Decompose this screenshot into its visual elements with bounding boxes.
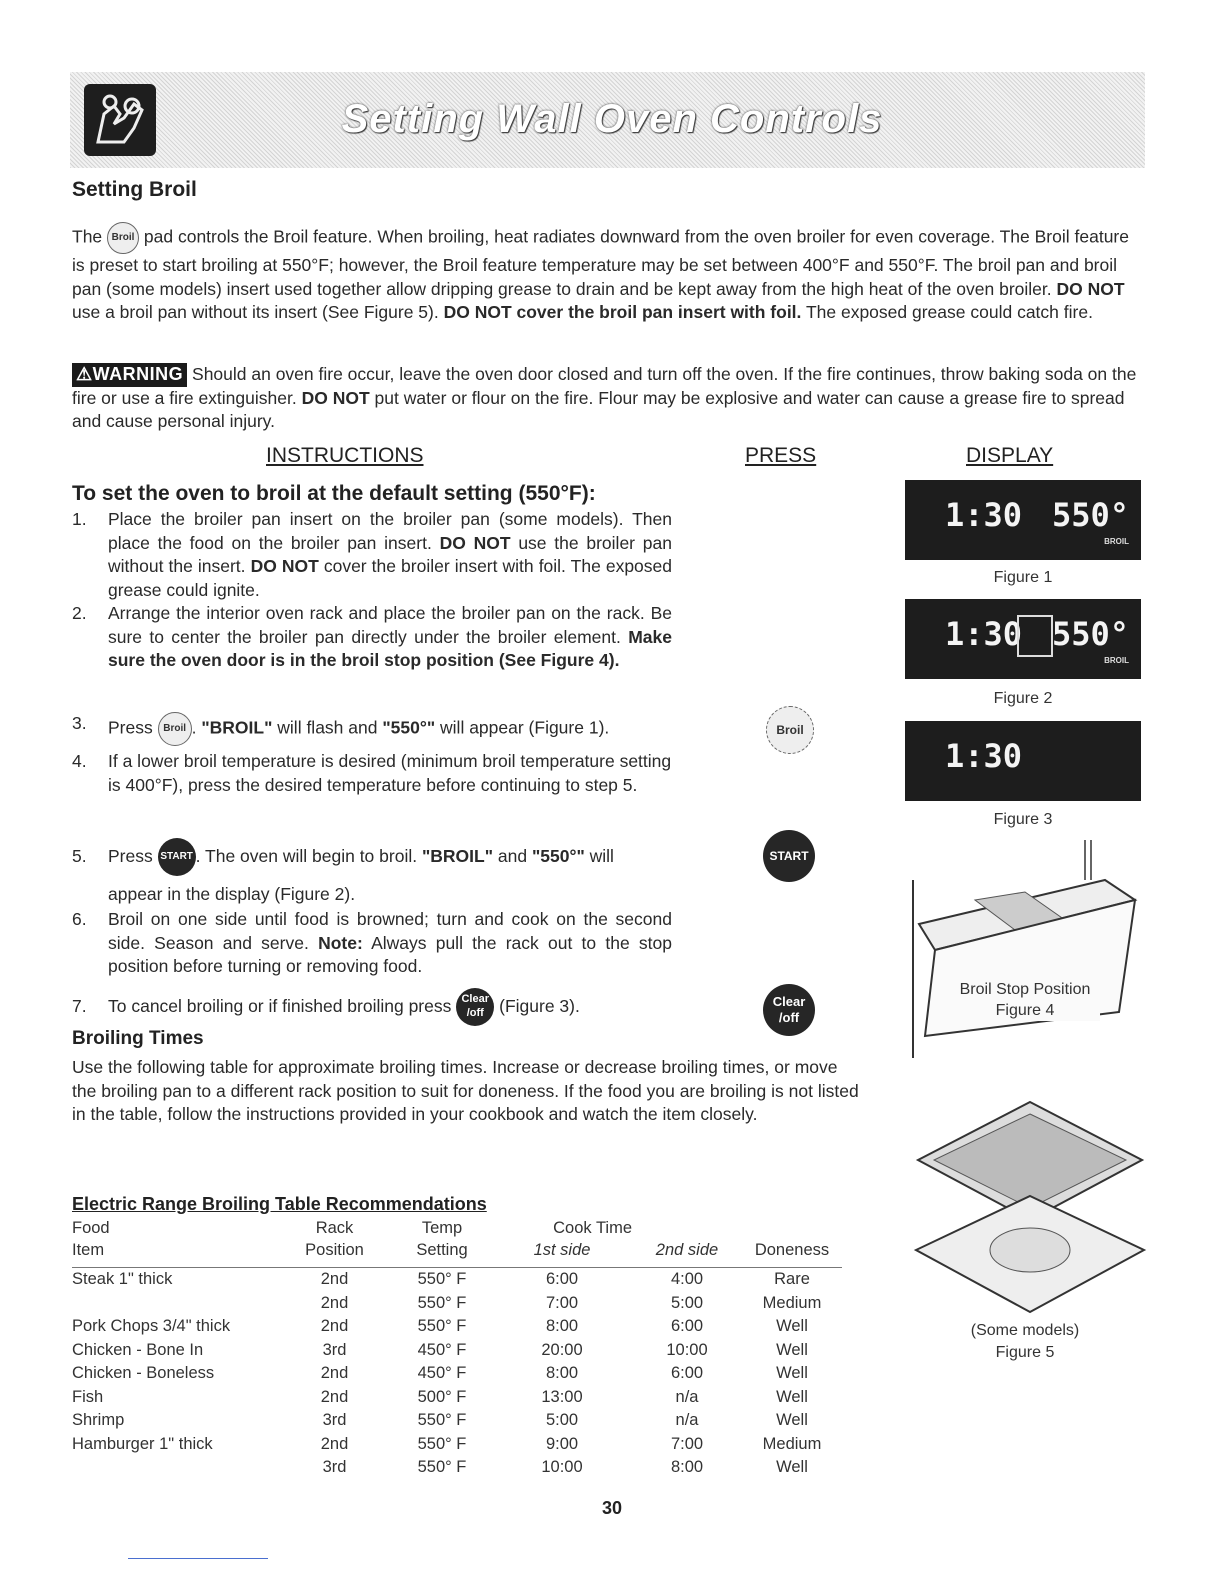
table-cell: 6:00: [670, 1317, 704, 1336]
table-cell: 8:00: [545, 1317, 579, 1336]
step-4: [72, 750, 672, 797]
table-cell: Rare: [774, 1270, 810, 1289]
table-cell: 8:00: [670, 1458, 704, 1477]
table-cell: 2nd: [320, 1387, 349, 1406]
table-cell: Well: [776, 1364, 808, 1383]
section-heading-setting-broil: Setting Broil: [72, 178, 197, 201]
oven-display-figure-3: [905, 721, 1141, 801]
step-text: . The oven will begin to broil.: [195, 846, 418, 866]
emphasis-text: DO NOT: [250, 556, 319, 576]
table-header-cell: 1st side: [533, 1240, 591, 1259]
table-cell: 13:00: [541, 1387, 583, 1406]
emphasis-text: DO NOT: [1056, 278, 1125, 299]
table-header-cell: Doneness: [754, 1240, 830, 1259]
broil-pad-icon: Broil: [158, 712, 192, 746]
step-text: To cancel broiling or if finished broiling press: [108, 996, 452, 1016]
para-text: use a broil pan without its insert (See Figure 5).: [72, 302, 439, 322]
emphasis-text: DO NOT: [439, 532, 511, 553]
step-5: [72, 838, 672, 912]
table-cell: 550° F: [417, 1293, 467, 1312]
step-3: [72, 712, 672, 746]
emphasis-text: Make sure the oven door is in the broil stop position (See Figure 4).: [108, 626, 672, 670]
table-header-cell: Cook Time: [553, 1219, 632, 1238]
table-cell: Pork Chops 3/4" thick: [72, 1317, 231, 1336]
broiling-table: [72, 1218, 842, 1480]
table-cell: Well: [776, 1340, 808, 1359]
table-cell: 6:00: [670, 1364, 704, 1383]
step-2: [72, 602, 672, 673]
table-cell: 550° F: [417, 1458, 467, 1477]
step-text: cover the broiler insert with foil. The exposed grease could ignite.: [108, 556, 672, 600]
table-row: [72, 1386, 842, 1410]
figure-3-caption: Figure 3: [993, 811, 1053, 828]
table-header-cell: Food: [72, 1219, 110, 1238]
step-number: 7.: [72, 996, 87, 1016]
start-pad-icon: START: [763, 830, 815, 882]
table-cell: 450° F: [417, 1364, 467, 1383]
table-cell: n/a: [675, 1387, 699, 1406]
column-header-display: DISPLAY: [966, 444, 1054, 467]
step-text: use the broiler pan without the insert.: [108, 532, 672, 576]
para-text: pad controls the Broil feature. When broiling, heat radiates downward from the oven broiler for even coverage. The Broil feature is preset to start broiling at 550°F; however, the Broil feature temperature may be set between 400°F and 550°F. The broil pan and broil pan (some models) insert used together allow dripping grease to drain and be kept away from the high heat of the oven broiler.: [72, 226, 1129, 299]
table-cell: Chicken - Bone In: [72, 1340, 204, 1359]
broil-pad-icon: Broil: [766, 706, 814, 754]
table-cell: 10:00: [666, 1340, 708, 1359]
table-cell: 3rd: [322, 1458, 347, 1477]
start-pad-icon: START: [158, 838, 196, 876]
step-text: will appear (Figure 1).: [440, 717, 610, 738]
table-cell: 550° F: [417, 1411, 467, 1430]
figure-5-broil-pan-illustration: [910, 1100, 1150, 1315]
figure-1-caption: Figure 1: [993, 569, 1053, 586]
table-cell: 20:00: [541, 1340, 583, 1359]
step-number: 1.: [72, 509, 87, 529]
section-heading-broiling-times: Broiling Times: [72, 1028, 204, 1049]
table-row: [72, 1292, 842, 1316]
display-mode: BROIL: [1104, 656, 1129, 665]
step-text: Arrange the interior oven rack and place the broiler pan on the rack. Be sure to center the broiler pan directly under the broiler element.: [108, 603, 672, 647]
broil-pad-icon: Broil: [107, 222, 139, 254]
para-text: put water or flour on the fire. Flour may be explosive and water can cause a grease fire to spread and cause personal injury.: [72, 387, 1125, 431]
step-text: .: [191, 717, 197, 738]
step-number: 4.: [72, 751, 87, 771]
para-text: The exposed grease could catch fire.: [805, 302, 1093, 322]
step-text: Press: [108, 717, 153, 738]
para-text: The: [72, 226, 103, 247]
table-cell: [72, 1456, 277, 1480]
display-time: 1:30: [945, 496, 1023, 534]
oven-display-figure-1: [905, 480, 1141, 560]
warning-paragraph: [72, 363, 1144, 434]
display-door-lock-box: [1017, 615, 1053, 657]
table-cell: 500° F: [417, 1387, 467, 1406]
step-number: 5.: [72, 846, 87, 866]
table-cell: Fish: [72, 1387, 104, 1406]
emphasis-text: "BROIL": [421, 846, 493, 866]
table-cell: 2nd: [320, 1317, 349, 1336]
emphasis-text: "550°": [382, 717, 436, 738]
step-text: Broil on one side until food is browned; turn and cook on the second side. Season and serve.: [108, 909, 672, 953]
step-text: Place the broiler pan insert on the broiler pan (some models). Then place the food on the broiler pan insert.: [108, 509, 672, 553]
table-cell: 5:00: [670, 1293, 704, 1312]
table-header-cell: Rack: [315, 1219, 354, 1238]
step-text: Press: [108, 846, 153, 866]
table-row: [72, 1433, 842, 1457]
table-cell: [72, 1292, 277, 1316]
table-cell: 2nd: [320, 1293, 349, 1312]
table-cell: 550° F: [417, 1270, 467, 1289]
step-text: If a lower broil temperature is desired (minimum broil temperature setting is 400°F), press the desired temperature before continuing to step 5.: [108, 751, 672, 795]
step-number: 2.: [72, 603, 87, 623]
table-cell: 550° F: [417, 1434, 467, 1453]
footer-rule: [128, 1558, 268, 1559]
table-row: [72, 1339, 842, 1363]
table-row: [72, 1362, 842, 1386]
broiling-times-text: Use the following table for approximate broiling times. Increase or decrease broiling times, or move the broiling pan to a different rack position to suit for doneness. If the food you are broiling is not listed in the table, follow the instructions provided in your cookbook and watch the item closely.: [72, 1057, 859, 1124]
emphasis-text: "BROIL": [201, 717, 273, 738]
table-header-cell: Position: [305, 1240, 364, 1259]
step-text: Always pull the rack out to the stop position before turning or removing food.: [108, 932, 672, 976]
emphasis-text: "550°": [531, 846, 585, 866]
table-cell: 5:00: [545, 1411, 579, 1430]
table-cell: 9:00: [545, 1434, 579, 1453]
page-number: 30: [601, 1498, 623, 1518]
emphasis-text: DO NOT cover the broil pan insert with foil.: [443, 302, 802, 322]
table-cell: Well: [776, 1387, 808, 1406]
step-text: (Figure 3).: [499, 996, 580, 1016]
emphasis-text: Note:: [318, 932, 363, 953]
table-title: Electric Range Broiling Table Recommendations: [72, 1194, 487, 1214]
figure-4-caption: Figure 4: [995, 1002, 1055, 1019]
instructions-subheading: To set the oven to broil at the default setting (550°F):: [72, 482, 596, 505]
table-row: [72, 1456, 842, 1480]
page-title: Setting Wall Oven Controls: [341, 97, 883, 141]
table-cell: 2nd: [320, 1364, 349, 1383]
table-cell: Medium: [762, 1293, 822, 1312]
table-cell: Steak 1" thick: [72, 1270, 173, 1289]
clear-off-pad-icon: Clear /off: [763, 984, 815, 1036]
table-body: [72, 1268, 842, 1480]
table-header-cell: 2nd side: [655, 1240, 719, 1259]
table-cell: Chicken - Boneless: [72, 1364, 215, 1383]
table-row: [72, 1268, 842, 1292]
table-cell: 4:00: [670, 1270, 704, 1289]
figure-2-caption: Figure 2: [993, 690, 1053, 707]
step-text: will flash and: [277, 717, 378, 738]
table-cell: 6:00: [545, 1270, 579, 1289]
table-header-cell: Item: [72, 1240, 105, 1259]
step-6: [72, 908, 672, 979]
table-cell: Well: [776, 1317, 808, 1336]
step-text: and: [497, 846, 528, 866]
oven-display-figure-2: [905, 599, 1141, 679]
figure-5-caption-block: [905, 1320, 1145, 1364]
table-cell: 10:00: [541, 1458, 583, 1477]
column-header-press: PRESS: [745, 444, 817, 467]
table-header-row: [72, 1218, 842, 1240]
table-header-row: [72, 1240, 842, 1262]
table-cell: 3rd: [322, 1411, 347, 1430]
table-cell: 450° F: [417, 1340, 467, 1359]
table-row: [72, 1409, 842, 1433]
display-time: 1:30: [945, 737, 1023, 775]
table-cell: n/a: [675, 1411, 699, 1430]
table-cell: Shrimp: [72, 1411, 125, 1430]
table-row: [72, 1315, 842, 1339]
table-cell: 3rd: [322, 1340, 347, 1359]
step-1: [72, 508, 672, 602]
step-number: 6.: [72, 909, 87, 929]
step-number: 3.: [72, 713, 87, 733]
table-header-cell: Setting: [416, 1240, 468, 1259]
table-cell: Hamburger 1" thick: [72, 1434, 213, 1453]
table-cell: 7:00: [670, 1434, 704, 1453]
display-temperature: 550°: [1051, 496, 1129, 534]
broil-description: [72, 222, 1144, 325]
table-cell: 7:00: [545, 1293, 579, 1312]
step-7: [72, 988, 672, 1026]
warning-badge: ⚠WARNING: [72, 363, 187, 387]
table-cell: 550° F: [417, 1317, 467, 1336]
table-cell: Well: [776, 1458, 808, 1477]
table-header-cell: Temp: [421, 1219, 463, 1238]
figure-4-text: Broil Stop Position: [959, 981, 1091, 998]
table-cell: Well: [776, 1411, 808, 1430]
para-text: Should an oven fire occur, leave the oven door closed and turn off the oven. If the fire continues, throw baking soda on the fire or use a fire extinguisher.: [72, 364, 1137, 408]
table-cell: 2nd: [320, 1270, 349, 1289]
table-cell: 2nd: [320, 1434, 349, 1453]
table-header-cell: [632, 1218, 742, 1240]
step-text: will appear in the display (Figure 2).: [108, 846, 614, 905]
table-cell: 8:00: [545, 1364, 579, 1383]
table-header-cell: [742, 1218, 842, 1240]
column-header-instructions: INSTRUCTIONS: [266, 444, 424, 467]
table-cell: Medium: [762, 1434, 822, 1453]
display-time: 1:30: [945, 615, 1023, 653]
display-temperature: 550°: [1051, 615, 1129, 653]
figure-4-label: [950, 979, 1100, 1021]
figure-5-caption: Figure 5: [995, 1344, 1055, 1361]
display-mode: BROIL: [1104, 537, 1129, 546]
emphasis-text: DO NOT: [301, 387, 370, 408]
figure-4-broil-stop-illustration: [905, 840, 1145, 1060]
clear-off-pad-icon: Clear /off: [456, 988, 494, 1026]
figure-5-note: (Some models): [970, 1322, 1080, 1339]
